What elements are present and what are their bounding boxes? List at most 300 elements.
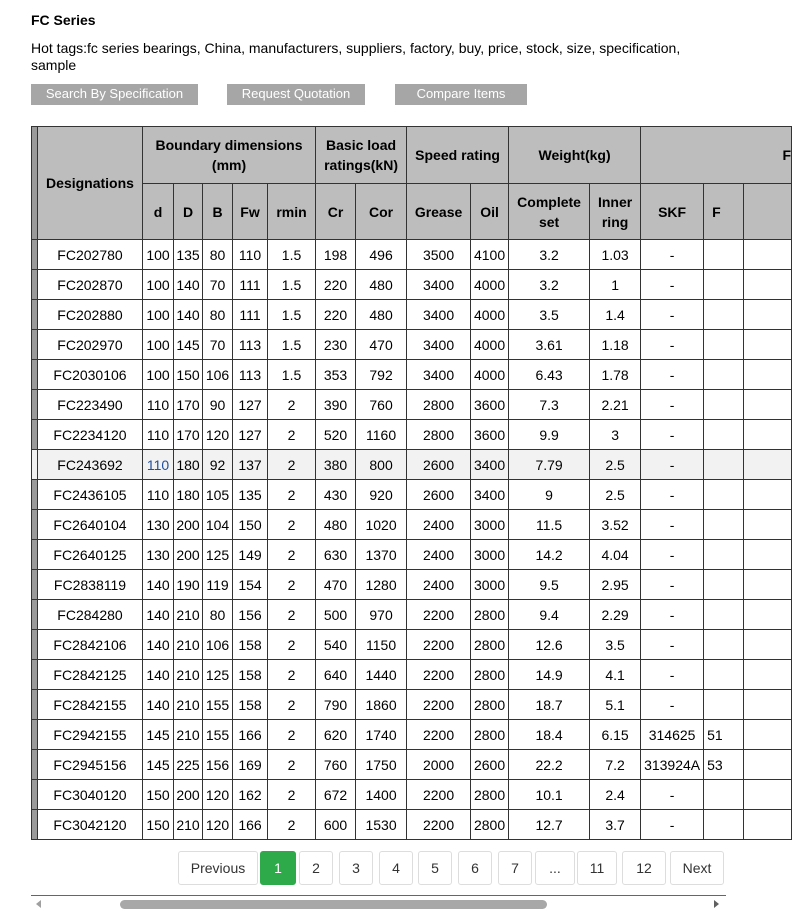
cell-D: 140 — [174, 300, 203, 330]
cell-f — [704, 240, 744, 270]
bearing-table-container — [31, 126, 792, 838]
cell-inner-ring: 1.03 — [590, 240, 641, 270]
cell-D: 225 — [174, 750, 203, 780]
cell-Cr: 540 — [316, 630, 356, 660]
cell-f — [704, 630, 744, 660]
page-ellipsis: ... — [535, 851, 575, 885]
cell-grease: 2200 — [407, 630, 471, 660]
header-f-group: F — [641, 127, 792, 184]
cell-oil: 2800 — [471, 780, 509, 810]
cell-Cor: 1280 — [356, 570, 407, 600]
page-4-button[interactable]: 4 — [379, 851, 413, 885]
cell-Fw: 127 — [233, 420, 268, 450]
cell-d: 145 — [143, 750, 174, 780]
cell-skf: - — [641, 600, 704, 630]
table-row — [32, 600, 792, 630]
compare-items-button[interactable]: Compare Items — [395, 84, 527, 105]
cell-designation[interactable]: FC3040120 — [38, 780, 143, 810]
page-11-button[interactable]: 11 — [577, 851, 617, 885]
cell-Cor: 760 — [356, 390, 407, 420]
cell-Cr: 353 — [316, 360, 356, 390]
cell-skf: - — [641, 690, 704, 720]
previous-page-button[interactable]: Previous — [178, 851, 258, 885]
cell-grease: 2800 — [407, 420, 471, 450]
cell-grease: 3400 — [407, 300, 471, 330]
cell-B: 125 — [203, 660, 233, 690]
cell-Fw: 149 — [233, 540, 268, 570]
cell-oil: 3000 — [471, 570, 509, 600]
cell-d: 140 — [143, 570, 174, 600]
cell-skf: - — [641, 240, 704, 270]
cell-d: 145 — [143, 720, 174, 750]
cell-hidden — [744, 420, 792, 450]
cell-d: 150 — [143, 780, 174, 810]
cell-D: 190 — [174, 570, 203, 600]
cell-complete-set: 9.4 — [509, 600, 590, 630]
cell-d: 100 — [143, 240, 174, 270]
cell-rmin: 2 — [268, 420, 316, 450]
cell-designation[interactable]: FC3042120 — [38, 810, 143, 840]
cell-grease: 2400 — [407, 540, 471, 570]
table-row — [32, 300, 792, 330]
cell-hidden — [744, 540, 792, 570]
cell-grease: 2200 — [407, 600, 471, 630]
table-row — [32, 450, 792, 480]
cell-Fw: 166 — [233, 810, 268, 840]
cell-oil: 3400 — [471, 450, 509, 480]
cell-Fw: 156 — [233, 600, 268, 630]
cell-grease: 2400 — [407, 510, 471, 540]
cell-designation[interactable]: FC243692 — [38, 450, 143, 480]
cell-complete-set: 6.43 — [509, 360, 590, 390]
cell-B: 155 — [203, 690, 233, 720]
cell-grease: 2200 — [407, 780, 471, 810]
cell-inner-ring: 1.4 — [590, 300, 641, 330]
search-by-specification-button[interactable]: Search By Specification — [31, 84, 198, 105]
cell-Fw: 111 — [233, 300, 268, 330]
cell-Cr: 620 — [316, 720, 356, 750]
page-3-button[interactable]: 3 — [339, 851, 373, 885]
cell-f — [704, 300, 744, 330]
cell-designation[interactable]: FC223490 — [38, 390, 143, 420]
cell-hidden — [744, 300, 792, 330]
table-bottom-rule — [31, 895, 726, 896]
cell-oil: 2800 — [471, 630, 509, 660]
cell-designation[interactable]: FC202870 — [38, 270, 143, 300]
table-row — [32, 780, 792, 810]
header-Fw: Fw — [233, 184, 268, 240]
cell-B: 80 — [203, 600, 233, 630]
cell-d: 140 — [143, 630, 174, 660]
cell-d: 110 — [143, 450, 174, 480]
cell-skf: 314625 — [641, 720, 704, 750]
cell-inner-ring: 3.5 — [590, 630, 641, 660]
cell-inner-ring: 7.2 — [590, 750, 641, 780]
cell-D: 210 — [174, 630, 203, 660]
cell-f — [704, 420, 744, 450]
cell-B: 90 — [203, 390, 233, 420]
table-row — [32, 390, 792, 420]
cell-f — [704, 390, 744, 420]
header-designations: Designations — [38, 127, 143, 240]
scrollbar-thumb[interactable] — [120, 900, 547, 909]
header-speed-rating: Speed rating — [407, 127, 509, 184]
scroll-right-arrow-icon[interactable] — [714, 900, 719, 908]
cell-designation[interactable]: FC202780 — [38, 240, 143, 270]
cell-skf: - — [641, 780, 704, 810]
cell-complete-set: 3.5 — [509, 300, 590, 330]
cell-Cr: 520 — [316, 420, 356, 450]
cell-hidden — [744, 660, 792, 690]
cell-designation[interactable]: FC202880 — [38, 300, 143, 330]
cell-rmin: 2 — [268, 690, 316, 720]
cell-B: 125 — [203, 540, 233, 570]
cell-d: 110 — [143, 420, 174, 450]
cell-B: 80 — [203, 300, 233, 330]
cell-complete-set: 18.4 — [509, 720, 590, 750]
cell-oil: 2800 — [471, 690, 509, 720]
cell-grease: 2200 — [407, 690, 471, 720]
cell-D: 210 — [174, 720, 203, 750]
cell-oil: 3000 — [471, 510, 509, 540]
cell-hidden — [744, 450, 792, 480]
cell-rmin: 1.5 — [268, 270, 316, 300]
cell-oil: 3400 — [471, 480, 509, 510]
cell-oil: 4000 — [471, 300, 509, 330]
cell-designation[interactable]: FC2842106 — [38, 630, 143, 660]
cell-rmin: 1.5 — [268, 240, 316, 270]
cell-inner-ring: 1.78 — [590, 360, 641, 390]
cell-designation[interactable]: FC2030106 — [38, 360, 143, 390]
header-d: d — [143, 184, 174, 240]
header-D: D — [174, 184, 203, 240]
cell-grease: 2000 — [407, 750, 471, 780]
table-row — [32, 630, 792, 660]
cell-D: 180 — [174, 480, 203, 510]
cell-d: 140 — [143, 600, 174, 630]
cell-grease: 2400 — [407, 570, 471, 600]
cell-grease: 2600 — [407, 480, 471, 510]
cell-designation[interactable]: FC284280 — [38, 600, 143, 630]
cell-skf: - — [641, 810, 704, 840]
cell-Cor: 1530 — [356, 810, 407, 840]
cell-f — [704, 810, 744, 840]
cell-oil: 3600 — [471, 420, 509, 450]
cell-skf: - — [641, 330, 704, 360]
cell-designation[interactable]: FC2640125 — [38, 540, 143, 570]
cell-complete-set: 10.1 — [509, 780, 590, 810]
cell-hidden — [744, 240, 792, 270]
cell-Cr: 640 — [316, 660, 356, 690]
cell-inner-ring: 2.5 — [590, 450, 641, 480]
cell-B: 120 — [203, 420, 233, 450]
cell-rmin: 2 — [268, 600, 316, 630]
cell-Fw: 110 — [233, 240, 268, 270]
cell-Fw: 135 — [233, 480, 268, 510]
cell-Cr: 220 — [316, 300, 356, 330]
cell-Fw: 150 — [233, 510, 268, 540]
cell-f — [704, 660, 744, 690]
cell-hidden — [744, 720, 792, 750]
cell-inner-ring: 4.1 — [590, 660, 641, 690]
table-row — [32, 270, 792, 300]
cell-grease: 2200 — [407, 810, 471, 840]
cell-designation[interactable]: FC202970 — [38, 330, 143, 360]
header-hidden — [744, 184, 792, 240]
cell-Cor: 1370 — [356, 540, 407, 570]
cell-D: 210 — [174, 810, 203, 840]
cell-skf: - — [641, 300, 704, 330]
cell-Cor: 470 — [356, 330, 407, 360]
cell-rmin: 2 — [268, 720, 316, 750]
cell-complete-set: 11.5 — [509, 510, 590, 540]
cell-complete-set: 14.2 — [509, 540, 590, 570]
cell-hidden — [744, 630, 792, 660]
header-B: B — [203, 184, 233, 240]
cell-B: 92 — [203, 450, 233, 480]
header-rmin: rmin — [268, 184, 316, 240]
cell-hidden — [744, 600, 792, 630]
scroll-left-arrow-icon[interactable] — [36, 900, 41, 908]
cell-skf: - — [641, 510, 704, 540]
cell-rmin: 2 — [268, 480, 316, 510]
cell-inner-ring: 2.5 — [590, 480, 641, 510]
cell-hidden — [744, 690, 792, 720]
table-row — [32, 240, 792, 270]
cell-skf: - — [641, 450, 704, 480]
cell-complete-set: 9.5 — [509, 570, 590, 600]
header-skf: SKF — [641, 184, 704, 240]
cell-B: 104 — [203, 510, 233, 540]
cell-rmin: 1.5 — [268, 360, 316, 390]
cell-inner-ring: 3 — [590, 420, 641, 450]
cell-Cor: 1740 — [356, 720, 407, 750]
cell-skf: - — [641, 360, 704, 390]
cell-Cr: 198 — [316, 240, 356, 270]
cell-grease: 2200 — [407, 720, 471, 750]
cell-d: 130 — [143, 540, 174, 570]
cell-B: 70 — [203, 270, 233, 300]
cell-f — [704, 600, 744, 630]
cell-D: 170 — [174, 390, 203, 420]
page-1-button[interactable]: 1 — [260, 851, 296, 885]
cell-D: 180 — [174, 450, 203, 480]
cell-f: 51 — [704, 720, 744, 750]
cell-Fw: 137 — [233, 450, 268, 480]
cell-oil: 2800 — [471, 660, 509, 690]
cell-skf: - — [641, 480, 704, 510]
cell-designation[interactable]: FC2234120 — [38, 420, 143, 450]
cell-rmin: 2 — [268, 510, 316, 540]
cell-complete-set: 3.61 — [509, 330, 590, 360]
cell-f — [704, 780, 744, 810]
cell-Cr: 760 — [316, 750, 356, 780]
cell-complete-set: 14.9 — [509, 660, 590, 690]
cell-grease: 2800 — [407, 390, 471, 420]
cell-inner-ring: 3.7 — [590, 810, 641, 840]
request-quotation-button[interactable]: Request Quotation — [227, 84, 365, 105]
cell-inner-ring: 2.95 — [590, 570, 641, 600]
cell-Fw: 113 — [233, 330, 268, 360]
cell-f — [704, 570, 744, 600]
table-row — [32, 510, 792, 540]
header-Cor: Cor — [356, 184, 407, 240]
cell-designation[interactable]: FC2640104 — [38, 510, 143, 540]
bearing-spec-table — [31, 126, 792, 840]
cell-complete-set: 7.79 — [509, 450, 590, 480]
cell-inner-ring: 2.4 — [590, 780, 641, 810]
cell-Cr: 430 — [316, 480, 356, 510]
cell-B: 80 — [203, 240, 233, 270]
cell-D: 210 — [174, 600, 203, 630]
cell-Cor: 1440 — [356, 660, 407, 690]
cell-complete-set: 18.7 — [509, 690, 590, 720]
cell-d: 100 — [143, 330, 174, 360]
table-row — [32, 570, 792, 600]
page-2-button[interactable]: 2 — [299, 851, 333, 885]
cell-Cr: 470 — [316, 570, 356, 600]
cell-oil: 2800 — [471, 810, 509, 840]
page-12-button[interactable]: 12 — [622, 851, 666, 885]
cell-oil: 2800 — [471, 600, 509, 630]
cell-designation[interactable]: FC2945156 — [38, 750, 143, 780]
page-7-button[interactable]: 7 — [498, 851, 532, 885]
table-body — [32, 240, 792, 840]
header-Cr: Cr — [316, 184, 356, 240]
cell-f — [704, 510, 744, 540]
cell-rmin: 2 — [268, 540, 316, 570]
cell-rmin: 2 — [268, 810, 316, 840]
cell-B: 120 — [203, 780, 233, 810]
cell-designation[interactable]: FC2842125 — [38, 660, 143, 690]
cell-f — [704, 360, 744, 390]
cell-designation[interactable]: FC2942155 — [38, 720, 143, 750]
cell-Cor: 480 — [356, 270, 407, 300]
cell-B: 106 — [203, 630, 233, 660]
cell-skf: - — [641, 660, 704, 690]
cell-skf: - — [641, 420, 704, 450]
cell-complete-set: 12.6 — [509, 630, 590, 660]
table-row — [32, 540, 792, 570]
cell-inner-ring: 5.1 — [590, 690, 641, 720]
cell-rmin: 2 — [268, 780, 316, 810]
cell-complete-set: 12.7 — [509, 810, 590, 840]
cell-rmin: 1.5 — [268, 330, 316, 360]
cell-hidden — [744, 750, 792, 780]
cell-complete-set: 3.2 — [509, 240, 590, 270]
cell-Cor: 1750 — [356, 750, 407, 780]
cell-oil: 4000 — [471, 330, 509, 360]
page-6-button[interactable]: 6 — [458, 851, 492, 885]
cell-D: 200 — [174, 540, 203, 570]
cell-Fw: 158 — [233, 630, 268, 660]
cell-B: 155 — [203, 720, 233, 750]
cell-d: 100 — [143, 300, 174, 330]
cell-d: 110 — [143, 480, 174, 510]
cell-D: 210 — [174, 660, 203, 690]
cell-grease: 3400 — [407, 330, 471, 360]
cell-f — [704, 540, 744, 570]
cell-Cr: 220 — [316, 270, 356, 300]
cell-Cor: 1400 — [356, 780, 407, 810]
cell-rmin: 2 — [268, 750, 316, 780]
cell-D: 135 — [174, 240, 203, 270]
cell-D: 200 — [174, 780, 203, 810]
cell-Fw: 166 — [233, 720, 268, 750]
cell-B: 156 — [203, 750, 233, 780]
cell-Cr: 500 — [316, 600, 356, 630]
cell-designation[interactable]: FC2436105 — [38, 480, 143, 510]
table-row — [32, 690, 792, 720]
cell-Cor: 480 — [356, 300, 407, 330]
cell-oil: 3000 — [471, 540, 509, 570]
cell-Fw: 127 — [233, 390, 268, 420]
header-f-sub: F — [704, 184, 744, 240]
header-basic-load-ratings: Basic load ratings(kN) — [316, 127, 407, 184]
cell-d: 100 — [143, 270, 174, 300]
table-row — [32, 720, 792, 750]
cell-designation[interactable]: FC2838119 — [38, 570, 143, 600]
cell-f: 53 — [704, 750, 744, 780]
header-weight: Weight(kg) — [509, 127, 641, 184]
cell-B: 70 — [203, 330, 233, 360]
table-row — [32, 810, 792, 840]
cell-Fw: 154 — [233, 570, 268, 600]
table-row — [32, 480, 792, 510]
cell-Cr: 672 — [316, 780, 356, 810]
cell-complete-set: 22.2 — [509, 750, 590, 780]
cell-D: 170 — [174, 420, 203, 450]
page-5-button[interactable]: 5 — [418, 851, 452, 885]
next-page-button[interactable]: Next — [670, 851, 724, 885]
header-boundary-dimensions: Boundary dimensions (mm) — [143, 127, 316, 184]
cell-inner-ring: 1 — [590, 270, 641, 300]
cell-f — [704, 330, 744, 360]
cell-Fw: 169 — [233, 750, 268, 780]
header-inner-ring: Inner ring — [590, 184, 641, 240]
cell-Cr: 390 — [316, 390, 356, 420]
cell-d: 100 — [143, 360, 174, 390]
cell-Cr: 480 — [316, 510, 356, 540]
cell-Cor: 1150 — [356, 630, 407, 660]
cell-inner-ring: 6.15 — [590, 720, 641, 750]
cell-B: 120 — [203, 810, 233, 840]
cell-designation[interactable]: FC2842155 — [38, 690, 143, 720]
cell-f — [704, 450, 744, 480]
cell-hidden — [744, 330, 792, 360]
cell-hidden — [744, 390, 792, 420]
cell-rmin: 2 — [268, 390, 316, 420]
cell-complete-set: 9 — [509, 480, 590, 510]
cell-hidden — [744, 780, 792, 810]
cell-Cr: 630 — [316, 540, 356, 570]
header-oil: Oil — [471, 184, 509, 240]
cell-skf: - — [641, 390, 704, 420]
cell-B: 105 — [203, 480, 233, 510]
cell-d: 140 — [143, 660, 174, 690]
cell-grease: 3400 — [407, 360, 471, 390]
cell-inner-ring: 2.29 — [590, 600, 641, 630]
cell-rmin: 2 — [268, 570, 316, 600]
cell-d: 140 — [143, 690, 174, 720]
cell-rmin: 2 — [268, 630, 316, 660]
cell-Cr: 790 — [316, 690, 356, 720]
header-grease: Grease — [407, 184, 471, 240]
cell-complete-set: 3.2 — [509, 270, 590, 300]
cell-inner-ring: 1.18 — [590, 330, 641, 360]
cell-rmin: 2 — [268, 450, 316, 480]
cell-rmin: 2 — [268, 660, 316, 690]
